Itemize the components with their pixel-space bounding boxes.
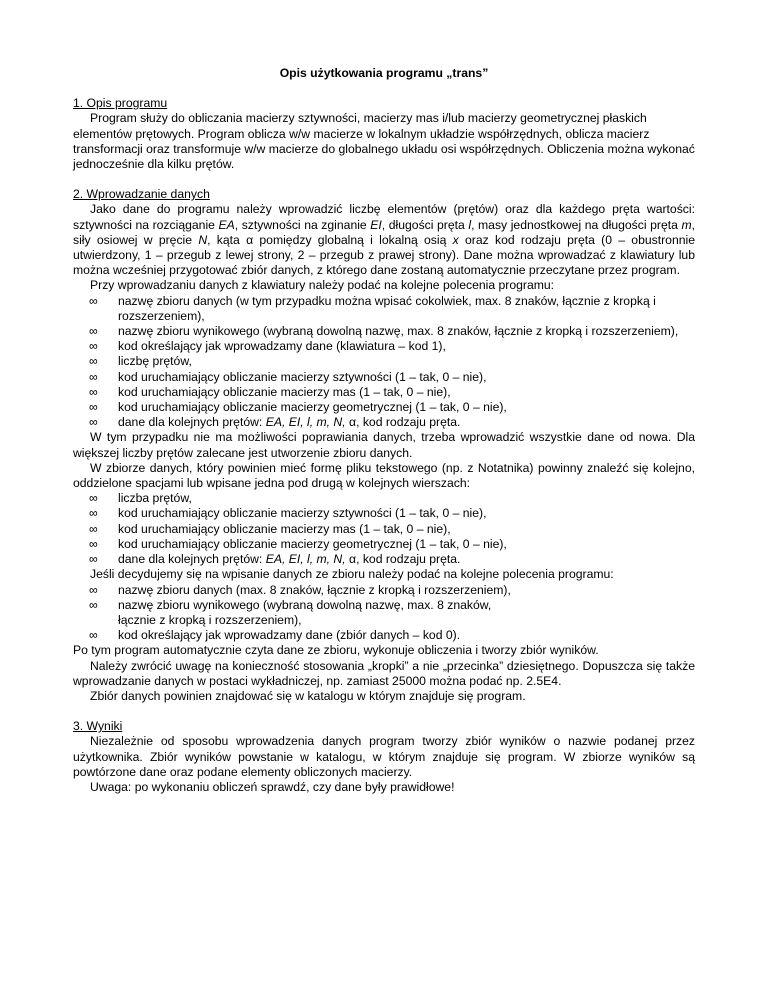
list-item: ∞ liczbę prętów, <box>89 354 192 369</box>
paragraph: Niezależnie od sposobu wprowadzenia danych program tworzy zbiór wyników o nazwie podanej przez użytkownika. Zbiór wyników powstanie w katalogu, w którym znajduje się program. W zbiorze wyników są powtórzone dane oraz podane elementy obliczonych macierzy. <box>73 734 695 779</box>
file-input-list <box>73 583 695 644</box>
list-item: ∞ kod uruchamiający obliczanie macierzy mas (1 – tak, 0 – nie), <box>89 384 451 399</box>
paragraph: Należy zwrócić uwagę na konieczność stosowania „kropki” a nie „przecinka” dziesiętnego. Dopuszcza się także wprowadzanie danych w postaci wykładniczej, np. zamiast 25000 można podać np. 2.5E4. <box>73 658 695 688</box>
section-heading: 2. Wprowadzanie danych <box>73 187 210 202</box>
list-item: ∞ nazwę zbioru wynikowego (wybraną dowolną nazwę, max. 8 znaków, łącznie z kropką i rozszerzeniem), <box>89 597 492 627</box>
paragraph: Uwaga: po wykonaniu obliczeń sprawdź, czy dane były prawidłowe! <box>90 779 455 794</box>
list-item: ∞ nazwę zbioru wynikowego (wybraną dowolną nazwę, max. 8 znaków, łącznie z kropką i rozszerzeniem), <box>89 324 679 339</box>
paragraph: Jeśli decydujemy się na wpisanie danych ze zbioru należy podać na kolejne polecenia programu: <box>90 567 614 582</box>
document-title: Opis użytkowania programu „trans” <box>279 66 489 80</box>
paragraph: W tym przypadku nie ma możliwości poprawiania danych, trzeba wprowadzić wszystkie dane od nowa. Dla większej liczby prętów zalecane jest utworzenie zbioru danych. <box>73 430 695 460</box>
list-item: ∞ kod uruchamiający obliczanie macierzy sztywności (1 – tak, 0 – nie), <box>89 369 487 384</box>
paragraph: Zbiór danych powinien znajdować się w katalogu w którym znajduje się program. <box>90 688 526 703</box>
list-item: ∞ kod uruchamiający obliczanie macierzy sztywności (1 – tak, 0 – nie), <box>89 506 487 521</box>
list-item: ∞ nazwę zbioru danych (max. 8 znaków, łącznie z kropką i rozszerzeniem), <box>89 582 511 597</box>
list-item: ∞ kod uruchamiający obliczanie macierzy geometrycznej (1 – tak, 0 – nie), <box>89 400 507 415</box>
paragraph: W zbiorze danych, który powinien mieć formę pliku tekstowego (np. z Notatnika) powinny znaleźć się kolejno, oddzielone spacjami lub wpisane jedna pod drugą w kolejnych wierszach: <box>73 460 695 491</box>
list-item: ∞ kod określający jak wprowadzamy dane (klawiatura – kod 1), <box>89 339 446 354</box>
section-program-description <box>73 96 695 172</box>
list-item: ∞ nazwę zbioru danych (w tym przypadku można wpisać cokolwiek, max. 8 znaków, łącznie z kropką i rozszerzeniem), <box>89 293 656 323</box>
document-page <box>73 66 695 810</box>
list-item: ∞ kod uruchamiający obliczanie macierzy geometrycznej (1 – tak, 0 – nie), <box>89 536 507 551</box>
section-results <box>73 719 695 795</box>
list-item: ∞ liczba prętów, <box>89 491 192 506</box>
list-item: ∞ kod uruchamiający obliczanie macierzy mas (1 – tak, 0 – nie), <box>89 521 451 536</box>
paragraph: Przy wprowadzaniu danych z klawiatury należy podać na kolejne polecenia programu: <box>90 278 555 293</box>
paragraph: Program służy do obliczania macierzy sztywności, macierzy mas i/lub macierzy geometrycznej płaskich elementów prętowych. Program oblicza w/w macierze w lokalnym układzie współrzędnych, oblicza macierz transformacji oraz transformuje w/w macierze do globalnego układu osi współrzędnych. Obliczenia można wykonać jednocześnie dla kilku prętów. <box>73 111 695 172</box>
paragraph: Po tym program automatycznie czyta dane ze zbioru, wykonuje obliczenia i tworzy zbiór wyników. <box>73 643 599 658</box>
keyboard-input-list <box>73 294 695 431</box>
list-item: ∞ dane dla kolejnych prętów: EA, EI, l, m, N, α, kod rodzaju pręta. <box>89 552 461 567</box>
file-content-list <box>73 491 695 567</box>
list-item: ∞ kod określający jak wprowadzamy dane (zbiór danych – kod 0). <box>89 628 461 643</box>
paragraph: Jako dane do programu należy wprowadzić liczbę elementów (prętów) oraz dla każdego pręta wartości: sztywności na rozciąganie EA, sztywności na zginanie EI, długości pręta l, masy jednostkowej na długości pręta m, siły osiowej w pręcie N, kąta α pomiędzy globalną i lokalną osią x oraz kod rodzaju pręta (0 – obustronnie utwierdzony, 1 – przegub z lewej strony, 2 – przegub z prawej strony). Dane można wprowadzać z klawiatury lub można wcześniej przygotować zbiór danych, z którego dane zostaną automatycznie przeczytane przez program. <box>73 202 695 278</box>
section-heading: 3. Wyniki <box>73 719 123 734</box>
list-item: ∞ dane dla kolejnych prętów: EA, EI, l, m, N, α, kod rodzaju pręta. <box>89 415 461 430</box>
section-data-input <box>73 187 695 704</box>
section-heading: 1. Opis programu <box>73 96 168 111</box>
